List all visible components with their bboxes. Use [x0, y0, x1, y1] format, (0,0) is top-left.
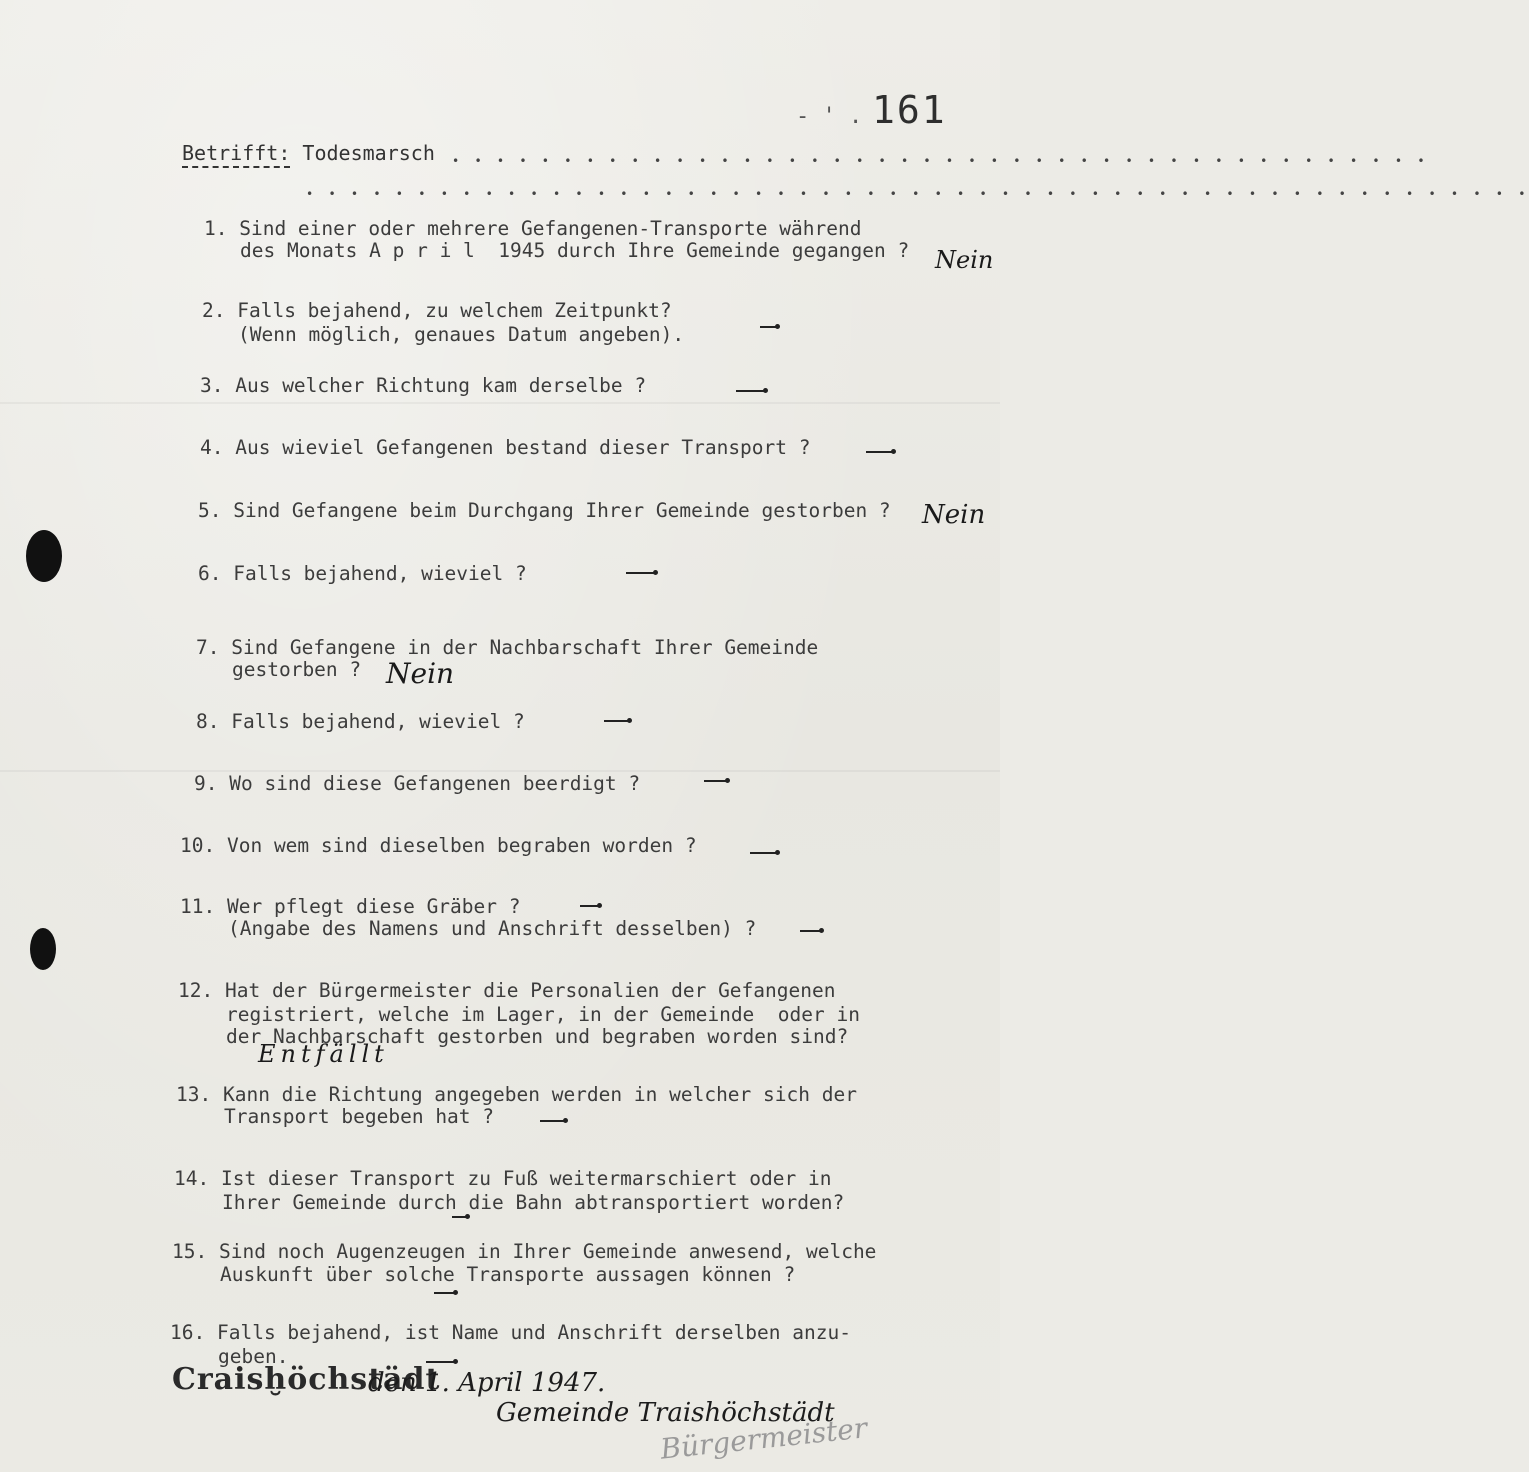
- question-line: Sind Gefangene beim Durchgang Ihrer Gemeinde gestorben ?: [233, 499, 891, 522]
- answer-dash: [704, 780, 728, 782]
- question-line: Kann die Richtung angegeben werden in welcher sich der: [222, 1083, 857, 1106]
- question-number: 10.: [180, 834, 216, 857]
- question-number: 14.: [174, 1167, 210, 1190]
- answer-dash: [540, 1120, 566, 1122]
- question-13: [176, 1084, 857, 1106]
- question-line: Sind Gefangene in der Nachbarschaft Ihrer Gemeinde: [231, 636, 819, 659]
- punch-hole: [26, 530, 62, 582]
- subject-label: Betrifft:: [182, 141, 291, 165]
- question-7-line-2: gestorben ?: [232, 658, 362, 681]
- answer-dash: [580, 905, 600, 907]
- answer-handwritten: Nein: [922, 500, 986, 530]
- question-number: 16.: [170, 1321, 206, 1344]
- question-2: [202, 300, 672, 322]
- answer-handwritten: Nein: [386, 657, 455, 690]
- question-4: [200, 437, 811, 459]
- question-5: [198, 500, 891, 522]
- question-12-line-3: der Nachbarschaft gestorben und begraben worden sind?: [226, 1025, 849, 1048]
- question-number: 13.: [176, 1083, 212, 1106]
- question-15: [172, 1241, 876, 1263]
- answer-dash: [800, 930, 822, 932]
- signature: Bürgermeister: [658, 1411, 869, 1466]
- question-1-line-2: des Monats A p r i l 1945 durch Ihre Gemeinde gegangen ?: [240, 239, 910, 262]
- question-number: 9.: [194, 772, 218, 795]
- answer-dash: [434, 1292, 456, 1294]
- question-10: [180, 835, 697, 857]
- page-number-prefix: - ' .: [796, 104, 863, 129]
- question-line: Falls bejahend, wieviel ?: [233, 562, 527, 585]
- question-7: [196, 637, 818, 659]
- subject-line: [182, 141, 435, 165]
- answer-dash: [750, 852, 778, 854]
- question-13-line-2: Transport begeben hat ?: [224, 1105, 495, 1128]
- question-9: [194, 773, 640, 795]
- dotted-fill: • • • • • • • • • • • • • • • • • • • • • • • • • • • • • • • • • • • • • • • • • • • • • • • • • • • • • • •: [306, 187, 1529, 201]
- punch-hole: [30, 928, 56, 970]
- question-line: Sind einer oder mehrere Gefangenen-Transporte während: [239, 217, 862, 240]
- answer-dash: [626, 572, 656, 574]
- question-number: 1.: [204, 217, 228, 240]
- question-number: 15.: [172, 1240, 208, 1263]
- place-name: Craisḫöchstädt: [172, 1362, 441, 1397]
- question-number: 7.: [196, 636, 220, 659]
- answer-dash: [452, 1216, 468, 1218]
- question-line: Aus welcher Richtung kam derselbe ?: [235, 374, 647, 397]
- question-line: Falls bejahend, wieviel ?: [231, 710, 525, 733]
- question-8: [196, 711, 525, 733]
- question-line: Falls bejahend, zu welchem Zeitpunkt?: [237, 299, 672, 322]
- answer-dash: [736, 390, 766, 392]
- stamp-text: Gemeinde Traishöchstädt: [496, 1398, 835, 1428]
- question-14: [174, 1168, 831, 1190]
- question-1: [204, 218, 861, 240]
- question-line: Wo sind diese Gefangenen beerdigt ?: [229, 772, 641, 795]
- answer-handwritten: Entfällt: [258, 1040, 389, 1068]
- question-12-line-2: registriert, welche im Lager, in der Gemeinde oder in: [226, 1003, 860, 1026]
- question-16-line-2: geben.: [218, 1345, 289, 1368]
- question-number: 2.: [202, 299, 226, 322]
- question-14-line-2: Ihrer Gemeinde durch die Bahn abtransportiert worden?: [222, 1191, 845, 1214]
- question-3: [200, 375, 646, 397]
- question-line: Falls bejahend, ist Name und Anschrift derselben anzu-: [216, 1321, 851, 1344]
- question-number: 8.: [196, 710, 220, 733]
- question-line: Sind noch Augenzeugen in Ihrer Gemeinde anwesend, welche: [218, 1240, 877, 1263]
- question-11: [180, 896, 520, 918]
- question-number: 4.: [200, 436, 224, 459]
- question-line: Hat der Bürgermeister die Personalien der Gefangenen: [224, 979, 836, 1002]
- question-line: Ist dieser Transport zu Fuß weitermarschiert oder in: [220, 1167, 832, 1190]
- answer-dash: [866, 451, 894, 453]
- paper-fold: [0, 402, 1000, 404]
- question-number: 5.: [198, 499, 222, 522]
- answer-handwritten: Nein: [935, 246, 994, 274]
- question-12: [178, 980, 835, 1002]
- page-number: 161: [872, 88, 947, 132]
- question-11-line-2: (Angabe des Namens und Anschrift desselben) ?: [228, 917, 757, 940]
- question-2-line-2: (Wenn möglich, genaues Datum angeben).: [238, 323, 685, 346]
- question-6: [198, 563, 527, 585]
- question-15-line-2: Auskunft über solche Transporte aussagen können ?: [220, 1263, 796, 1286]
- question-line: Aus wieviel Gefangenen bestand dieser Transport ?: [235, 436, 811, 459]
- question-line: Wer pflegt diese Gräber ?: [226, 895, 521, 918]
- question-line: Von wem sind dieselben begraben worden ?: [226, 834, 697, 857]
- question-number: 11.: [180, 895, 216, 918]
- answer-dash: [604, 720, 630, 722]
- question-number: 12.: [178, 979, 214, 1002]
- dotted-fill: • • • • • • • • • • • • • • • • • • • • • • • • • • • • • • • • • • • • • • • • • • • •: [452, 154, 1429, 168]
- question-16: [170, 1322, 851, 1344]
- question-number: 6.: [198, 562, 222, 585]
- date-handwritten: den 1. April 1947.: [368, 1368, 606, 1398]
- answer-dash: [760, 326, 778, 328]
- question-number: 3.: [200, 374, 224, 397]
- subject-text: Todesmarsch: [302, 141, 435, 165]
